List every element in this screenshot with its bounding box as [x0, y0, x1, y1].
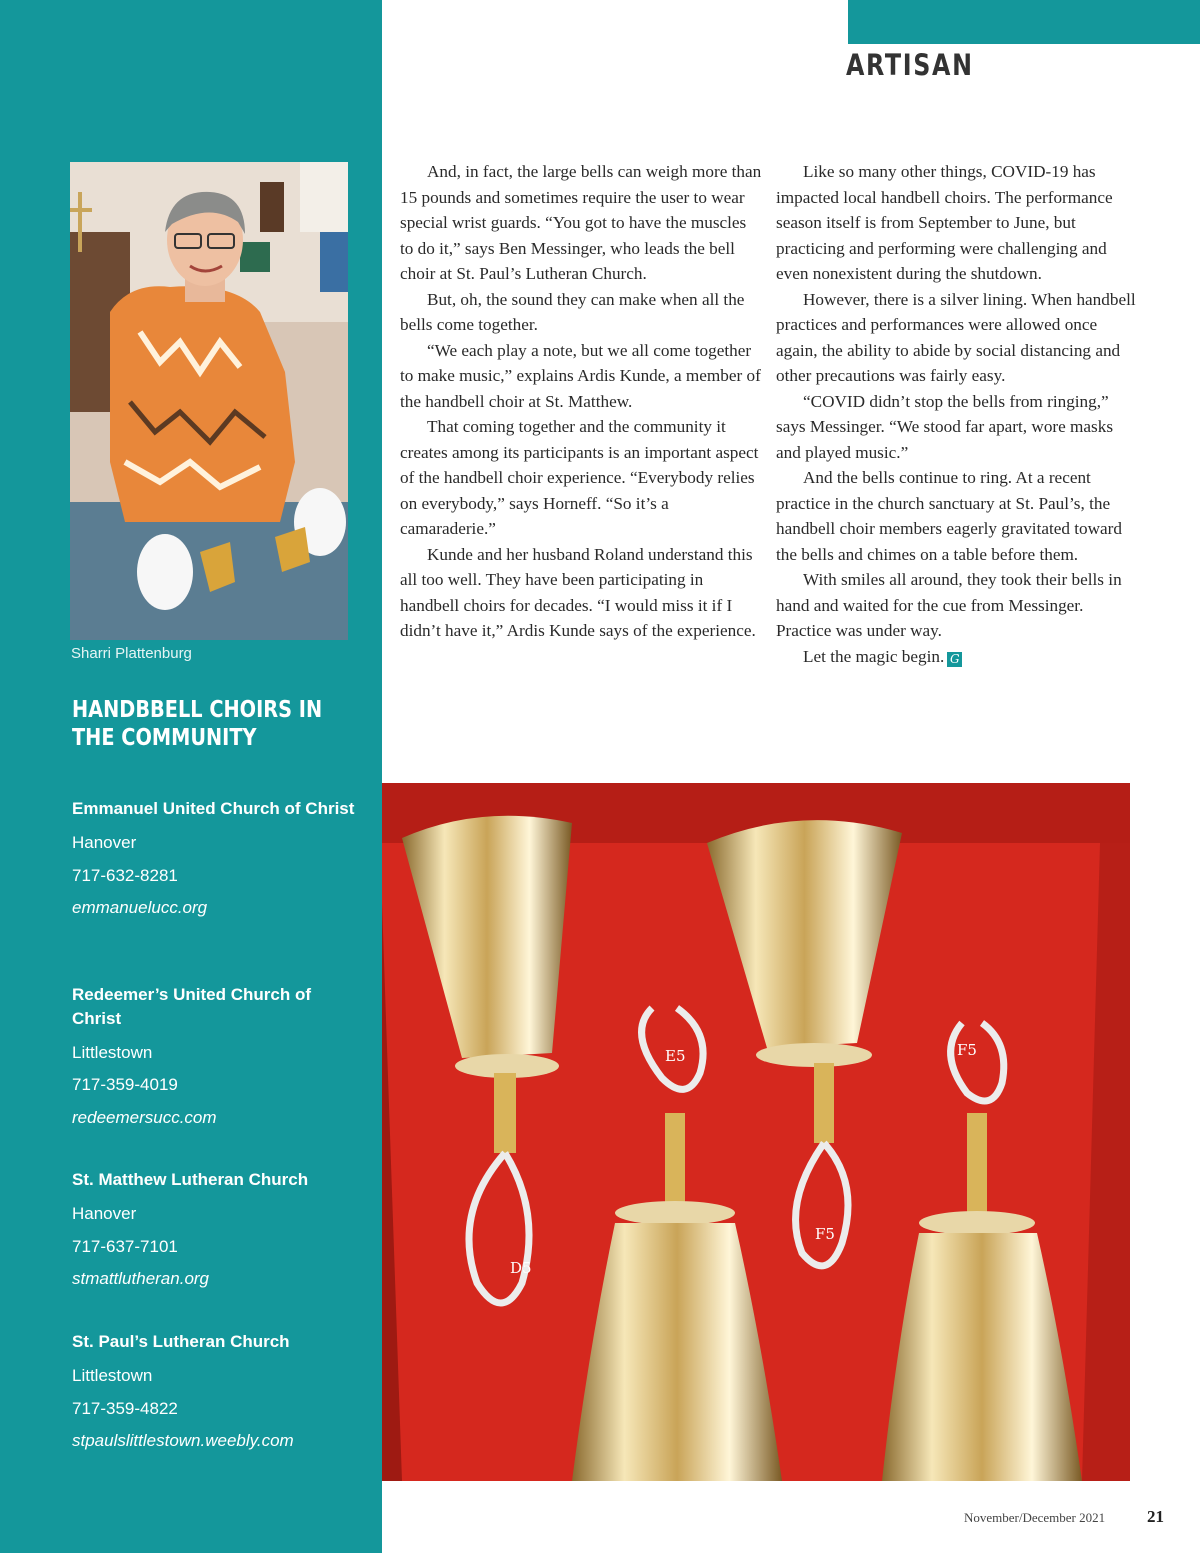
listing-phone: 717-359-4019 — [72, 1075, 178, 1094]
paragraph: Kunde and her husband Roland understand this all too well. They have been participating in handbell choirs for decades. “I would miss it if I didn’t have it,” Ardis Kunde says of the experience. — [400, 544, 756, 640]
paragraph: With smiles all around, they took their bells in hand and waited for the cue from Messinger. Practice was under way. — [776, 570, 1122, 640]
paragraph-final — [776, 644, 1138, 670]
sidebar-heading: HANDBBELL CHOIRS IN THE COMMUNITY — [72, 697, 323, 751]
listing-name: St. Paul’s Lutheran Church — [72, 1332, 290, 1351]
listing-st-matthew — [72, 1168, 362, 1289]
bell-label: D5 — [510, 1259, 532, 1277]
photo-caption: Sharri Plattenburg — [71, 645, 192, 662]
page-number: 21 — [1147, 1507, 1164, 1526]
listing-phone: 717-632-8281 — [72, 865, 178, 885]
header-accent-bar — [848, 0, 1200, 44]
listing-st-pauls — [72, 1330, 362, 1451]
listing-emmanuel — [72, 797, 362, 918]
article-column-1 — [400, 159, 762, 644]
issue-date: November/December 2021 — [964, 1510, 1106, 1525]
listing-phone: 717-637-7101 — [72, 1236, 178, 1256]
bell-label: F5 — [815, 1225, 835, 1243]
listing-name: St. Matthew Lutheran Church — [72, 1170, 309, 1189]
listing-url[interactable]: stmattlutheran.org — [72, 1269, 210, 1288]
listing-name: Emmanuel United Church of Christ — [72, 799, 355, 818]
paragraph: That coming together and the community it creates among its participants is an important aspect of the handbell choir experience. “Everybody relies on everybody,” says Horneff. “So it’s a camaraderie.” — [400, 417, 759, 538]
article-column-2 — [776, 159, 1138, 669]
paragraph-final-text: Let the magic begin. — [803, 646, 945, 666]
paragraph: And, in fact, the large bells can weigh more than 15 pounds and sometimes require the user to wear special wrist guards. “You got to have the muscles to do it,” says Ben Messinger, who leads the bell choir at St. Paul’s Lutheran Church. — [400, 162, 762, 283]
paragraph: But, oh, the sound they can make when all the bells come together. — [400, 289, 745, 334]
listing-town: Littlestown — [72, 1366, 153, 1385]
listing-redeemers — [72, 983, 362, 1128]
portrait-photo — [70, 162, 348, 640]
listing-phone: 717-359-4822 — [72, 1398, 178, 1418]
paragraph: However, there is a silver lining. When handbell practices and performances were allowed once again, the ability to abide by social distancing and other precautions was fairly easy. — [776, 289, 1136, 385]
bell-label: F5 — [957, 1041, 977, 1059]
bell-label: E5 — [665, 1047, 686, 1065]
end-mark-icon: G — [947, 652, 962, 667]
paragraph: “COVID didn’t stop the bells from ringing,” says Messinger. “We stood far apart, wore masks and played music.” — [776, 391, 1114, 462]
listing-town: Hanover — [72, 833, 137, 852]
listing-town: Littlestown — [72, 1042, 153, 1062]
listing-town: Hanover — [72, 1204, 137, 1223]
paragraph: And the bells continue to ring. At a recent practice in the church sanctuary at St. Paul’s, the handbell choir members eagerly gravitated toward the bells and chimes on a table before them. — [776, 468, 1122, 564]
listing-url[interactable]: stpaulslittlestown.weebly.com — [72, 1431, 294, 1450]
paragraph: Like so many other things, COVID-19 has impacted local handbell choirs. The performance season itself is from September to June, but practicing and performing were challenging and even nonexistent during the shutdown. — [776, 162, 1113, 283]
listing-url[interactable]: redeemersucc.com — [72, 1107, 217, 1127]
listing-url[interactable]: emmanuelucc.org — [72, 898, 208, 917]
paragraph: “We each play a note, but we all come together to make music,” explains Ardis Kunde, a member of the handbell choir at St. Matthew. — [400, 340, 761, 411]
section-label: ARTISAN — [846, 48, 974, 82]
handbells-photo — [382, 783, 1130, 1481]
listing-name: Redeemer’s United Church of Christ — [72, 985, 311, 1028]
